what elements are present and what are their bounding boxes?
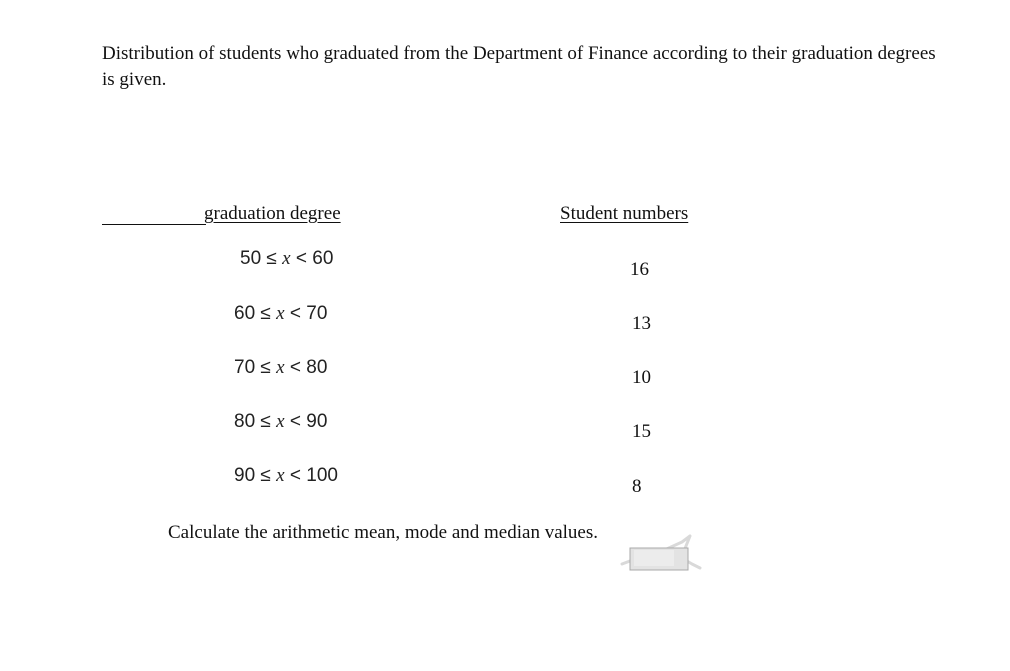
degree-interval-3: 70 ≤ x < 80 bbox=[234, 357, 328, 378]
student-count-5: 8 bbox=[632, 476, 642, 497]
student-count-1: 16 bbox=[630, 259, 649, 280]
degree-interval-2: 60 ≤ x < 70 bbox=[234, 303, 328, 324]
student-count-3: 10 bbox=[632, 367, 651, 388]
table-header-rule bbox=[102, 224, 206, 225]
intro-paragraph: Distribution of students who graduated from the Department of Finance according to their graduation degrees is given. bbox=[102, 43, 936, 90]
degree-interval-4: 80 ≤ x < 90 bbox=[234, 411, 328, 432]
student-count-4: 15 bbox=[632, 421, 651, 442]
degree-interval-5: 90 ≤ x < 100 bbox=[234, 465, 338, 486]
graduation-degree-header: graduation degree bbox=[204, 203, 341, 224]
redacted-image-mark bbox=[620, 528, 702, 576]
degree-interval-1: 50 ≤ x < 60 bbox=[240, 248, 334, 269]
student-numbers-header: Student numbers bbox=[560, 203, 689, 224]
student-count-2: 13 bbox=[632, 313, 651, 334]
question-text: Calculate the arithmetic mean, mode and median values. bbox=[168, 522, 598, 543]
